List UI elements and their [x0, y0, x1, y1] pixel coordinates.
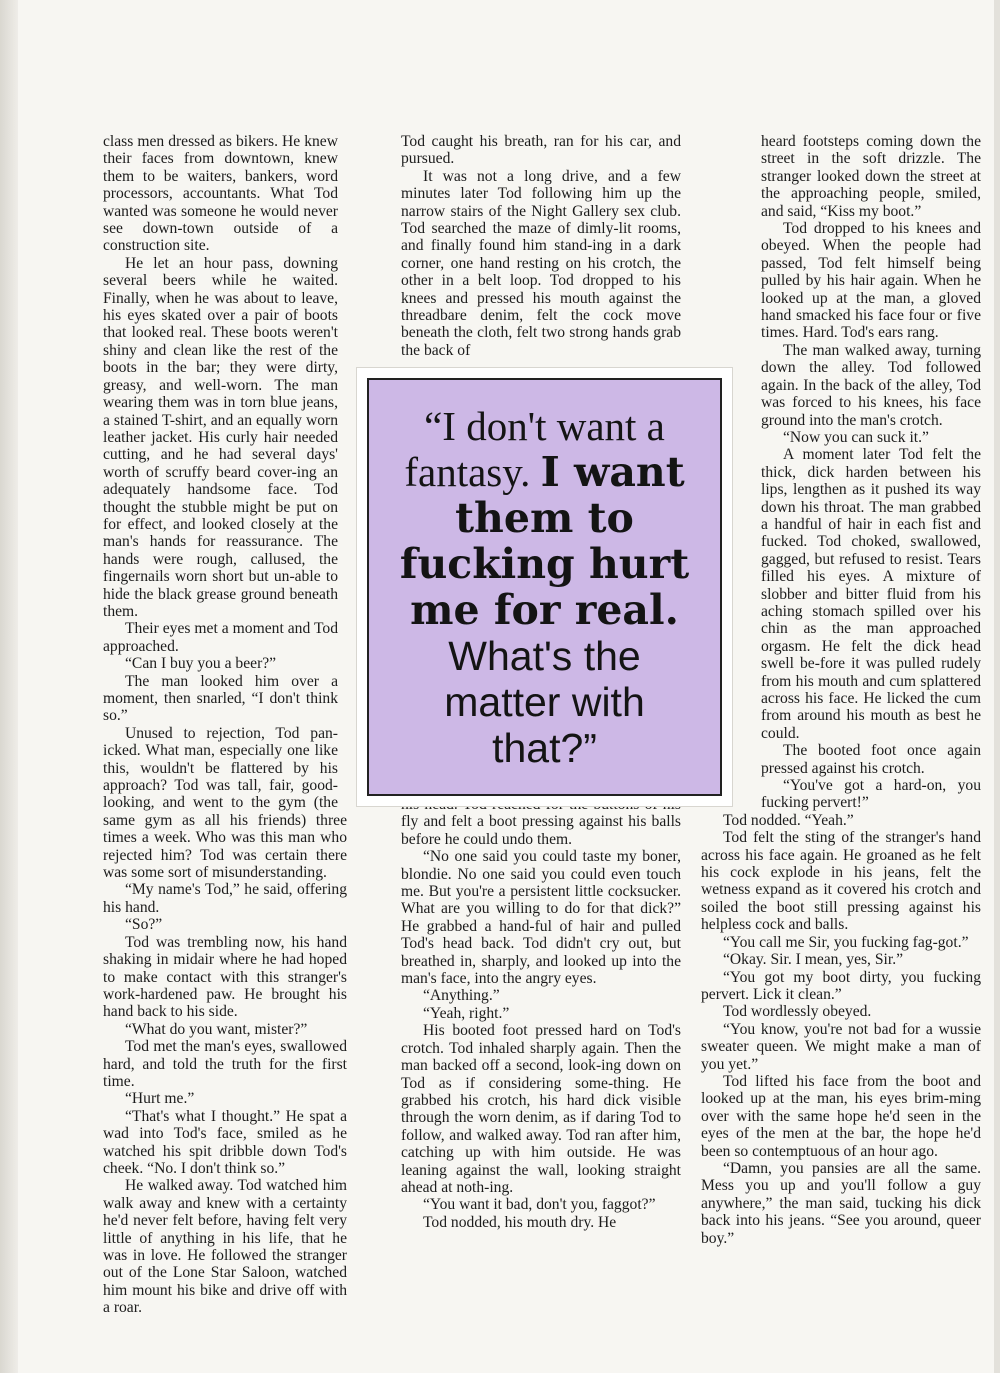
paragraph: “Okay. Sir. I mean, yes, Sir.”: [723, 951, 904, 969]
paragraph: “You want it bad, don't you, faggot?”: [423, 1196, 656, 1214]
paragraph: Tod dropped to his knees and obeyed. When the people had passed, Tod felt himself being pulled by his hair again. When he looked up at the man, a gloved hand smacked his face four or five times. Hard. Tod's ears rang.: [761, 220, 981, 342]
paragraph: Unused to rejection, Tod pan-icked. What man, especially one like this, wouldn't be flattered by his approach? Tod was tall, fair, good-looking, and went to the gym (the same gym as all his friends) three times a week. Who was this man who rejected him? Tod was certain there was some sort of misunderstanding.: [103, 724, 347, 882]
paragraph: “Can I buy you a beer?”: [125, 655, 277, 673]
article-column-2: [401, 133, 681, 359]
paragraph: Tod wordlessly obeyed.: [723, 1003, 872, 1021]
paragraph: Tod was trembling now, his hand shaking in midair where he had hoped to make contact with this stranger's work-hardened paw. He brought his hand back to his side.: [103, 933, 347, 1021]
paragraph: Tod felt the sting of the stranger's hand across his face again. He groaned as he felt his cock explode in his jeans, felt the wetness expand as it covered his crotch and soiled the boot still pressing against his helpless cock and balls.: [701, 829, 981, 934]
pull-quote-text: [369, 403, 720, 771]
article-column-3: [701, 133, 981, 1247]
pull-quote-panel: [367, 378, 722, 796]
paragraph: “Yeah, right.”: [423, 1004, 510, 1022]
paragraph: “What do you want, mister?”: [125, 1020, 308, 1038]
article-column-1: [103, 133, 347, 1317]
paragraph: It was not a long drive, and a few minutes later Tod following him up the narrow stairs of the Night Gallery sex club. Tod searched the maze of dimly-lit rooms, and finally found him stand-ing in a dark corner, one hand resting on his crotch, the other in a belt loop. Tod dropped to his knees and pressed his mouth against the threadbare denim, felt the cock move beneath the cloth, felt two strong hands grab the back of: [401, 167, 681, 359]
paragraph: “No one said you could taste my boner, blondie. No one said you could even touch me. But you're a persistent little cocksucker. What are you willing to do for that dick?” He grabbed a hand-ful of hair and pulled Tod's head back. Tod didn't cry out, but breathed in, sharply, and looked up into the man's face, into the angry eyes.: [401, 848, 681, 988]
pull-quote-box: [357, 368, 732, 806]
paragraph: He let an hour pass, downing several beers while he waited. Finally, when he was about to leave, his eyes skated over a pair of boots that looked real. These boots weren't shiny and clean like the rest of the boots in the bar; they were dirty, greasy, and well-worn. The man wearing them was in torn blue jeans, a stained T-shirt, and an equally worn leather jacket. His curly hair needed cutting, and he had several days' worth of scruffy beard cover-ing an adequately handsome face. Tod thought the stubble might be put on for effect, and looked closely at the man's hands for reassurance. The hands were rough, callused, the fingernails worn short but un-able to hide the black grease ground beneath them.: [103, 254, 338, 620]
paragraph: heard footsteps coming down the street in the soft drizzle. The stranger looked down the street at the approaching people, smiled, and said, “Kiss my boot.”: [761, 133, 981, 220]
paragraph: “You know, you're not bad for a wussie sweater queen. We might make a man of you yet.”: [701, 1020, 981, 1073]
paragraph: “You've got a hard-on, you fucking pervert!”: [761, 777, 981, 812]
paragraph: “Anything.”: [423, 987, 500, 1005]
paragraph: fly and felt a boot pressing against his balls before he could undo them.: [401, 813, 681, 848]
paragraph: Tod met the man's eyes, swallowed hard, and told the truth for the first time.: [103, 1038, 347, 1090]
pull-quote-part-2: I want them to fucking hurt me for real.: [399, 448, 690, 634]
paragraph: “You got my boot dirty, you fucking pervert. Lick it clean.”: [701, 968, 981, 1003]
paragraph: class men dressed as bikers. He knew their faces from downtown, knew them to be waiters, bankers, word processors, accountants. What Tod wanted was someone he would never see down-town outside of a construction site.: [103, 133, 338, 255]
paragraph: “You call me Sir, you fucking fag-got.”: [723, 933, 969, 951]
paragraph: Tod caught his breath, ran for his car, and pursued.: [401, 133, 681, 168]
paragraph: The booted foot once again pressed against his crotch.: [761, 742, 981, 777]
paragraph: Tod nodded, his mouth dry. He: [423, 1213, 617, 1231]
paragraph: “Hurt me.”: [125, 1090, 195, 1108]
pull-quote-wrap-spacer: [338, 365, 347, 803]
paragraph: “Damn, you pansies are all the same. Mess you up and you'll follow a guy anywhere,” the man said, tucking his dick back into his jeans. “See you around, queer boy.”: [701, 1159, 981, 1247]
page-binding-edge: [0, 0, 18, 1373]
paragraph: His booted foot pressed hard on Tod's crotch. Tod inhaled sharply again. Then the man backed off a second, look-ing down on Tod as if considering some-thing. He grabbed his crotch, his hard dick visible through the worn denim, as if daring Tod to follow, and walked away. Tod ran after him, catching up with him outside. He was leaning against the wall, looking straight ahead at noth-ing.: [401, 1022, 681, 1196]
article-column-2-continued: [401, 796, 681, 1231]
paragraph: Tod nodded. “Yeah.”: [723, 811, 854, 829]
paragraph: “So?”: [125, 916, 163, 934]
pull-quote-part-3: What's the matter with that?”: [444, 633, 645, 771]
paragraph: “Now you can suck it.”: [783, 428, 929, 446]
paragraph: The man walked away, turning down the alley. Tod followed again. In the back of the alley, Tod was forced to his knees, his face ground into the man's crotch.: [761, 341, 981, 429]
paragraph: The man looked him over a moment, then snarled, “I don't think so.”: [103, 672, 338, 725]
pull-quote-part-1: “I don't want a fantasy.: [404, 403, 665, 495]
paragraph: “That's what I thought.” He spat a wad into Tod's face, smiled as he watched his spit dribble down Tod's cheek. “No. I don't think so.”: [103, 1107, 347, 1177]
paragraph: Their eyes met a moment and Tod approached.: [103, 620, 338, 655]
paragraph: Tod lifted his face from the boot and looked up at the man, his eyes brim-ming over with the same hope he'd seen in the eyes of the men at the bar, the hope he'd been so contemptuous of an hour ago.: [701, 1072, 981, 1160]
paragraph: He walked away. Tod watched him walk away and knew with a certainty he'd never felt before, having felt very little of anything in his life, that he was in love. He followed the stranger out of the Lone Star Saloon, watched him mount his bike and drive off with a roar.: [103, 1177, 347, 1317]
paragraph: “My name's Tod,” he said, offering his hand.: [103, 881, 347, 916]
paragraph: A moment later Tod felt the thick, dick harden between his lips, lengthen as it pushed its way down his throat. The man grabbed a handful of hair in each fist and fucked. Tod choked, swallowed, gagged, but refused to resist. Tears filled his eyes. A mixture of slobber and bitter fluid from his aching stomach spilled over his chin as the man approached orgasm. He felt the dick head swell be-fore it was pulled rudely from his mouth and cum splattered across his face. He licked the cum from around his mouth as best he could.: [761, 446, 981, 742]
page-right-edge: [994, 0, 1000, 1373]
